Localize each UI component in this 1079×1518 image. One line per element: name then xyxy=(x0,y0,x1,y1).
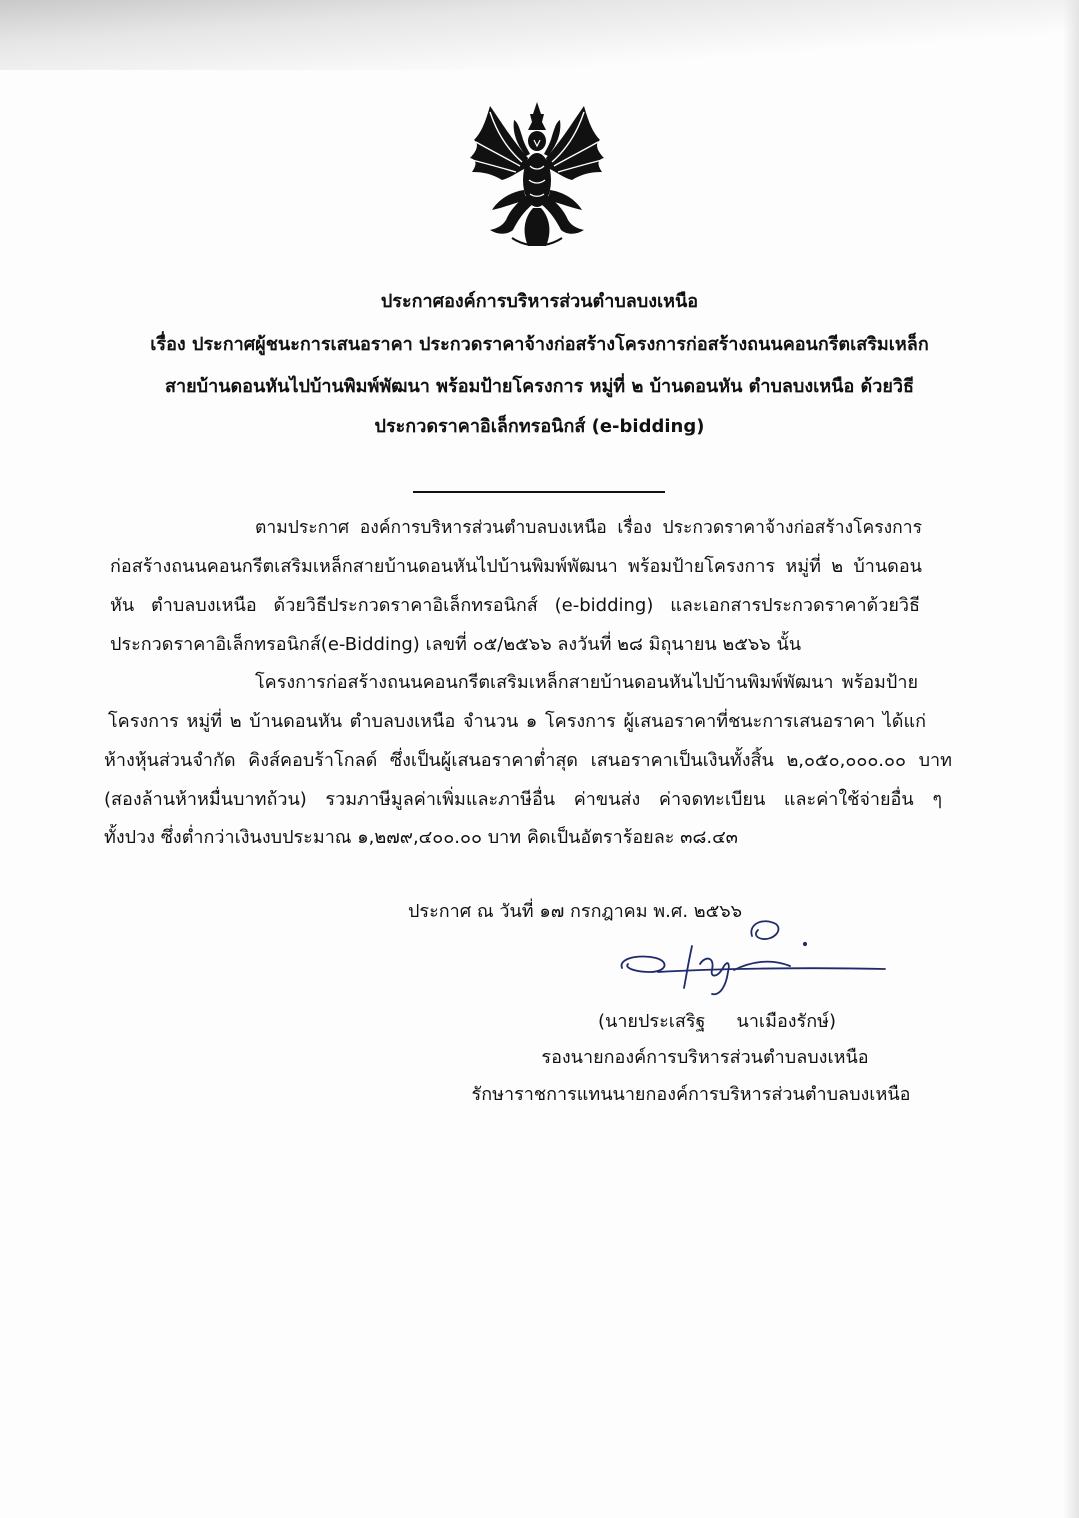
signer-name-last: นาเมืองรักษ์) xyxy=(736,1011,836,1032)
body-line: ห้างหุ้นส่วนจำกัด คิงส์คอบร้าโกลด์ ซึ่งเป็นผู้เสนอราคาต่ำสุด เสนอราคาเป็นเงินทั้งสิ้น ๒,๐๕๐,๐๐๐.๐๐ บาท xyxy=(104,750,952,771)
body-line: ก่อสร้างถนนคอนกรีตเสริมเหล็กสายบ้านดอนหันไปบ้านพิมพ์พัฒนา พร้อมป้ายโครงการ หมู่ที่ ๒ บ้านดอน xyxy=(110,556,922,577)
garuda-emblem-icon xyxy=(462,100,612,250)
announcement-date: ประกาศ ณ วันที่ ๑๗ กรกฎาคม พ.ศ. ๒๕๖๖ xyxy=(408,901,743,922)
subject-line: สายบ้านดอนหันไปบ้านพิมพ์พัฒนา พร้อมป้ายโครงการ หมู่ที่ ๒ บ้านดอนหัน ตำบลบงเหนือ ด้วยวิธี xyxy=(165,376,914,397)
handwritten-signature-icon xyxy=(600,912,900,1002)
body-line: ตามประกาศ องค์การบริหารส่วนตำบลบงเหนือ เรื่อง ประกวดราคาจ้างก่อสร้างโครงการ xyxy=(255,518,922,538)
scan-shadow-top xyxy=(0,0,1079,70)
body-line: โครงการ หมู่ที่ ๒ บ้านดอนหัน ตำบลบงเหนือ จำนวน ๑ โครงการ ผู้เสนอราคาที่ชนะการเสนอราคา ได้แก่ xyxy=(108,711,926,732)
signer-name-first: (นายประเสริฐ xyxy=(598,1011,706,1032)
document-title: ประกาศองค์การบริหารส่วนตำบลบงเหนือ xyxy=(380,291,699,312)
signer-position: รองนายกองค์การบริหารส่วนตำบลบงเหนือ xyxy=(541,1047,869,1068)
body-line: ทั้งปวง ซึ่งต่ำกว่าเงินงบประมาณ ๑,๒๗๙,๔๐๐.๐๐ บาท คิดเป็นอัตราร้อยละ ๓๘.๔๓ xyxy=(104,827,738,848)
signer-acting-position: รักษาราชการแทนนายกองค์การบริหารส่วนตำบลบงเหนือ xyxy=(471,1084,911,1105)
body-line: ประกวดราคาอิเล็กทรอนิกส์(e-Bidding) เลขที่ ๐๕/๒๕๖๖ ลงวันที่ ๒๘ มิถุนายน ๒๕๖๖ นั้น xyxy=(110,634,802,655)
subject-line: ประกวดราคาอิเล็กทรอนิกส์ (e-bidding) xyxy=(374,416,705,437)
subject-line: เรื่อง ประกาศผู้ชนะการเสนอราคา ประกวดราคาจ้างก่อสร้างโครงการก่อสร้างถนนคอนกรีตเสริมเหล็ก xyxy=(150,334,929,355)
body-line: หัน ตำบลบงเหนือ ด้วยวิธีประกวดราคาอิเล็กทรอนิกส์ (e-bidding) และเอกสารประกวดราคาด้วยวิธี xyxy=(110,595,920,616)
body-line: (สองล้านห้าหมื่นบาทถ้วน) รวมภาษีมูลค่าเพิ่มและภาษีอื่น ค่าขนส่ง ค่าจดทะเบียน และค่าใช้จ่ายอื่น ๆ xyxy=(104,789,942,810)
heading-divider xyxy=(413,491,665,493)
signer-name xyxy=(598,1008,836,1036)
body-line: โครงการก่อสร้างถนนคอนกรีตเสริมเหล็กสายบ้านดอนหันไปบ้านพิมพ์พัฒนา พร้อมป้าย xyxy=(255,672,918,693)
scan-shadow-right xyxy=(1063,0,1079,1518)
